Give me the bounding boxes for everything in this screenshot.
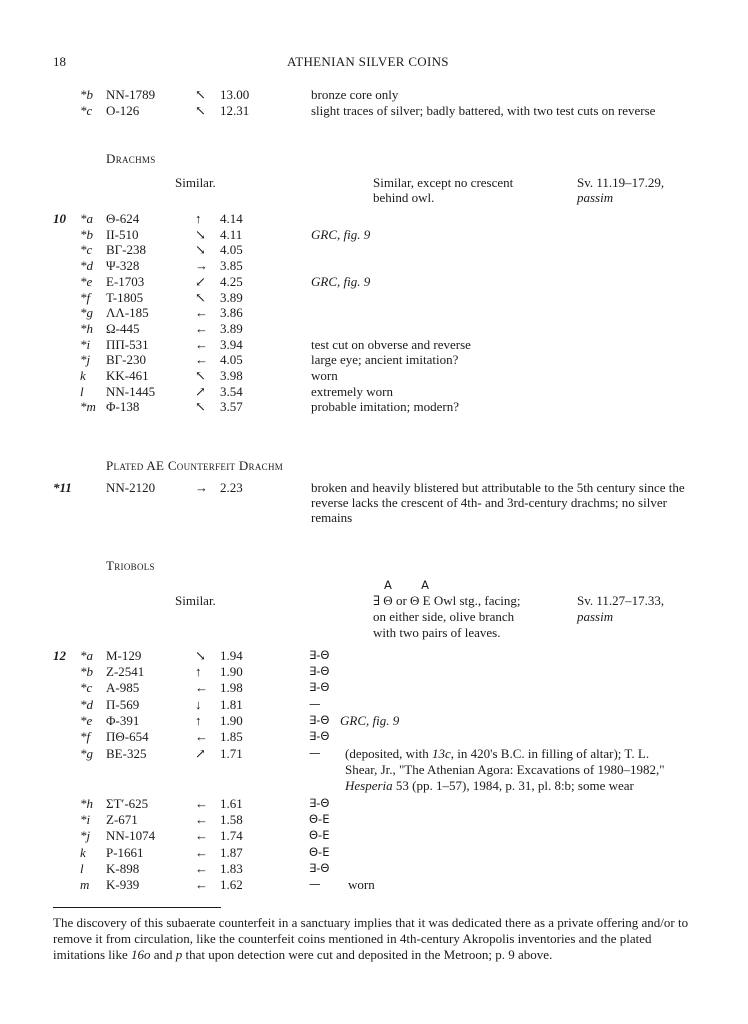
inventory-number: K-898 (106, 860, 140, 876)
note: worn (311, 368, 338, 383)
die-axis-arrow-icon: ← (195, 828, 208, 844)
catalogue-row (0, 274, 748, 289)
note-text: (deposited, with (345, 746, 433, 761)
catalogue-row (0, 258, 748, 273)
drachms-obverse: Similar. (175, 175, 216, 190)
die-axis-arrow-icon: ↖ (195, 399, 206, 415)
die-axis-arrow-icon: ← (195, 844, 208, 860)
die-axis-arrow-icon: ↖ (195, 103, 206, 118)
row-letter: *i (80, 812, 91, 828)
note-line3 (345, 778, 634, 793)
row-letter: *b (80, 664, 93, 680)
note: worn (348, 877, 375, 892)
note: probable imitation; modern? (311, 399, 460, 415)
catalogue-number-11: *11 (53, 480, 72, 495)
weight: 1.87 (220, 844, 243, 860)
weight: 3.89 (220, 289, 243, 305)
section-heading-triobols: Triobols (106, 558, 155, 573)
row-letter: *h (80, 796, 93, 811)
weight: 1.98 (220, 680, 243, 696)
row-letter: *a (80, 211, 93, 226)
weight: 1.81 (220, 696, 243, 712)
die-axis-arrow-icon: ← (195, 352, 208, 368)
inventory-number: NN-2120 (106, 480, 156, 495)
footnote-rule (53, 907, 221, 908)
inventory-number: E-1703 (106, 273, 145, 289)
die-axis-arrow-icon: ← (195, 680, 208, 696)
note: GRC, fig. 9 (311, 226, 371, 242)
inventory-number: II-510 (106, 226, 139, 242)
row-letter: *f (80, 289, 91, 305)
inventory-number: ΠΠ-531 (106, 336, 149, 352)
catalogue-row (0, 812, 748, 827)
facing-letters: — (309, 877, 321, 891)
weight: 1.94 (220, 648, 243, 663)
die-axis-arrow-icon: ← (195, 796, 208, 811)
die-axis-arrow-icon: ← (195, 860, 208, 876)
weight: 3.89 (220, 320, 243, 336)
section-heading-plated: Plated AE Counterfeit Drachm (106, 458, 284, 473)
top-row-b (0, 87, 748, 102)
note: GRC, fig. 9 (311, 273, 371, 289)
weight: 12.31 (220, 103, 250, 118)
inventory-number: Z-671 (106, 812, 138, 828)
die-axis-arrow-icon: ↓ (195, 696, 202, 712)
section-heading-drachms: Drachms (106, 151, 156, 166)
running-title: ATHENIAN SILVER COINS (287, 54, 449, 69)
row-letter: *d (80, 696, 93, 712)
catalogue-row (0, 828, 748, 843)
journal-title: Hesperia (345, 778, 393, 793)
catalogue-row (0, 697, 748, 712)
catalogue-row (0, 796, 748, 811)
weight: 1.90 (220, 712, 243, 728)
cross-reference: 13c (432, 746, 451, 761)
facing-letters: — (309, 696, 321, 711)
row-letter: *h (80, 320, 93, 336)
inventory-number: Z-2541 (106, 664, 145, 680)
weight: 4.14 (220, 211, 243, 226)
row-letter: *e (80, 712, 93, 728)
facing-letters: Θ-E (309, 828, 330, 843)
catalogue-row (0, 877, 748, 892)
catalogue-row (0, 713, 748, 728)
weight: 4.11 (220, 226, 243, 242)
inventory-number: NN-1445 (106, 383, 156, 399)
facing-letters: ∃-Θ (309, 729, 330, 743)
inventory-number: A-985 (106, 680, 140, 696)
inventory-number: M-129 (106, 648, 142, 663)
weight: 1.85 (220, 729, 243, 744)
row-letter: *b (80, 226, 93, 242)
die-axis-arrow-icon: ↖ (195, 368, 206, 383)
facing-letters: ∃-Θ (309, 860, 330, 875)
die-axis-arrow-icon: ← (195, 336, 208, 352)
inventory-number: Ω-445 (106, 320, 140, 336)
note: test cut on obverse and reverse (311, 336, 471, 352)
die-axis-arrow-icon: ← (195, 320, 208, 336)
catalogue-row (0, 211, 748, 226)
die-axis-arrow-icon: → (195, 258, 208, 274)
facing-letters: ∃-Θ (309, 664, 330, 679)
weight: 4.25 (220, 273, 243, 289)
row-letter: *m (80, 399, 96, 415)
die-axis-arrow-icon: ↑ (195, 664, 202, 680)
page-number: 18 (53, 54, 66, 69)
inventory-number: Π-569 (106, 696, 140, 712)
catalogue-row (0, 321, 748, 336)
inventory-number: Φ-138 (106, 399, 140, 415)
triobols-reference-passim: passim (577, 609, 614, 624)
die-axis-arrow-icon: ↖ (195, 289, 206, 305)
cross-reference: 16o (131, 947, 151, 962)
catalogue-row (0, 399, 748, 414)
die-axis-arrow-icon: ↑ (195, 211, 202, 226)
catalogue-row (0, 384, 748, 399)
weight: 1.83 (220, 860, 243, 876)
inventory-number: ΣT′-625 (106, 796, 149, 811)
catalogue-row (0, 680, 748, 695)
reverse-superscript: A A (384, 578, 429, 592)
die-axis-arrow-icon: ↘ (195, 242, 206, 258)
row-letter: *a (80, 648, 93, 663)
die-axis-arrow-icon: ↖ (195, 87, 206, 102)
inventory-number: KK-461 (106, 368, 149, 383)
note: bronze core only (311, 87, 399, 102)
facing-letters: ∃-Θ (309, 796, 330, 810)
note-text: 53 (pp. 1–57), 1984, p. 31, pl. 8:b; some wear (392, 778, 634, 793)
die-axis-arrow-icon: ↙ (195, 273, 206, 289)
drachms-reverse-line2: behind owl. (373, 190, 435, 205)
row-letter: *c (80, 680, 93, 696)
catalogue-row (0, 368, 748, 383)
facing-letters: ∃-Θ (309, 680, 330, 695)
catalogue-row (0, 227, 748, 242)
inventory-number: Φ-391 (106, 712, 140, 728)
inventory-number: P-1661 (106, 844, 144, 860)
triobol-row-g (0, 746, 748, 761)
facing-letters: ∃-Θ (309, 712, 330, 727)
drachms-reference: Sv. 11.19–17.29, (577, 175, 665, 190)
note: large eye; ancient imitation? (311, 352, 459, 368)
catalogue-row (0, 845, 748, 860)
inventory-number: BΓ-230 (106, 352, 147, 368)
row-letter: *c (80, 103, 93, 118)
inventory-number: NN-1789 (106, 87, 156, 102)
inventory-number: Θ-624 (106, 211, 140, 226)
weight: 3.54 (220, 383, 243, 399)
inventory-number: O-126 (106, 103, 140, 118)
row-letter: *e (80, 273, 93, 289)
row-letter: *i (80, 336, 91, 352)
catalogue-number-12: 12 (53, 648, 66, 663)
plated-note: broken and heavily blistered but attributable to the 5th century since the reverse lacks the crescent of 4th- and 3rd-century drachms; no silver remains (311, 480, 685, 525)
row-letter: *g (80, 746, 93, 761)
cross-reference: p (175, 947, 183, 962)
die-axis-arrow-icon: → (195, 480, 208, 495)
facing-letters: Θ-E (309, 844, 330, 859)
row-letter: *j (80, 352, 91, 368)
inventory-number: K-939 (106, 877, 140, 892)
die-axis-arrow-icon: ↘ (195, 226, 206, 242)
row-letter: l (80, 383, 84, 399)
drachms-reference-passim: passim (577, 190, 614, 205)
row-letter: k (80, 368, 86, 383)
row-letter: *b (80, 87, 93, 102)
catalogue-row (0, 729, 748, 744)
weight: 3.98 (220, 368, 243, 383)
catalogue-row (0, 305, 748, 320)
facing-letters: ∃-Θ (309, 648, 330, 662)
facing-letters: — (309, 746, 321, 760)
inventory-number: ΛΛ-185 (106, 305, 149, 321)
facing-letters: Θ-E (309, 812, 330, 827)
weight: 1.90 (220, 664, 243, 680)
weight: 1.71 (220, 746, 243, 761)
die-axis-arrow-icon: ↗ (195, 746, 206, 761)
inventory-number: ΠΘ-654 (106, 729, 149, 744)
triobols-reference: Sv. 11.27–17.33, (577, 593, 665, 608)
catalogue-row (0, 352, 748, 367)
row-letter: *c (80, 242, 93, 258)
catalogue-row (0, 664, 748, 679)
triobols-reverse-line3: with two pairs of leaves. (373, 625, 501, 640)
row-letter: *d (80, 258, 93, 274)
weight: 1.74 (220, 828, 243, 844)
footnote-text: The discovery of this subaerate counterfeit in a sanctuary implies that it was dedicated there as a private offering and/or to remove it from circulation, like the counterfeit coins mentioned in 4th-century Akropolis inventories and the plated imitations like (53, 915, 689, 962)
row-letter: l (80, 860, 84, 876)
triobols-obverse: Similar. (175, 593, 216, 608)
die-axis-arrow-icon: ↘ (195, 648, 206, 663)
note-line1 (345, 746, 649, 761)
drachms-reverse-line1: Similar, except no crescent (373, 175, 514, 190)
row-letter: k (80, 844, 86, 860)
footnote (53, 915, 701, 963)
die-axis-arrow-icon: ← (195, 305, 208, 321)
footnote-text: that upon detection were cut and deposited in the Metroon; p. 9 above. (182, 947, 553, 962)
catalogue-row (0, 337, 748, 352)
triobols-reverse-line2: on either side, olive branch (373, 609, 515, 624)
weight: 3.86 (220, 305, 243, 321)
catalogue-number-10: 10 (53, 211, 66, 226)
weight: 3.57 (220, 399, 243, 415)
weight: 4.05 (220, 352, 243, 368)
row-letter: *f (80, 729, 91, 744)
inventory-number: T-1805 (106, 289, 144, 305)
triobols-reverse-line1: ∃ Θ or Θ E Owl stg., facing; (373, 593, 521, 608)
inventory-number: BE-325 (106, 746, 147, 761)
die-axis-arrow-icon: ↗ (195, 383, 206, 399)
top-row-c (0, 103, 748, 118)
note-line2: Shear, Jr., "The Athenian Agora: Excavations of 1980–1982," (345, 762, 665, 777)
row-letter: m (80, 877, 90, 892)
row-letter: *j (80, 828, 91, 844)
weight: 1.58 (220, 812, 243, 828)
weight: 3.94 (220, 336, 243, 352)
die-axis-arrow-icon: ← (195, 812, 208, 828)
die-axis-arrow-icon: ↑ (195, 712, 202, 728)
die-axis-arrow-icon: ← (195, 877, 208, 892)
die-axis-arrow-icon: ← (195, 729, 208, 744)
inventory-number: BΓ-238 (106, 242, 147, 258)
weight: 3.85 (220, 258, 243, 274)
note: GRC, fig. 9 (340, 712, 400, 728)
catalogue-row (0, 290, 748, 305)
inventory-number: NN-1074 (106, 828, 156, 844)
catalogue-row (0, 648, 748, 663)
catalogue-row (0, 242, 748, 257)
row-letter: *g (80, 305, 93, 321)
inventory-number: Ψ-328 (106, 258, 140, 274)
weight: 1.62 (220, 877, 243, 892)
note-text: , in 420's B.C. in filling of altar); T. L. (450, 746, 650, 761)
weight: 2.23 (220, 480, 243, 495)
weight: 1.61 (220, 796, 243, 811)
catalogue-row (0, 861, 748, 876)
footnote-text: and (150, 947, 176, 962)
note: slight traces of silver; badly battered, with two test cuts on reverse (311, 103, 656, 118)
weight: 4.05 (220, 242, 243, 258)
note: extremely worn (311, 383, 393, 399)
weight: 13.00 (220, 87, 250, 102)
